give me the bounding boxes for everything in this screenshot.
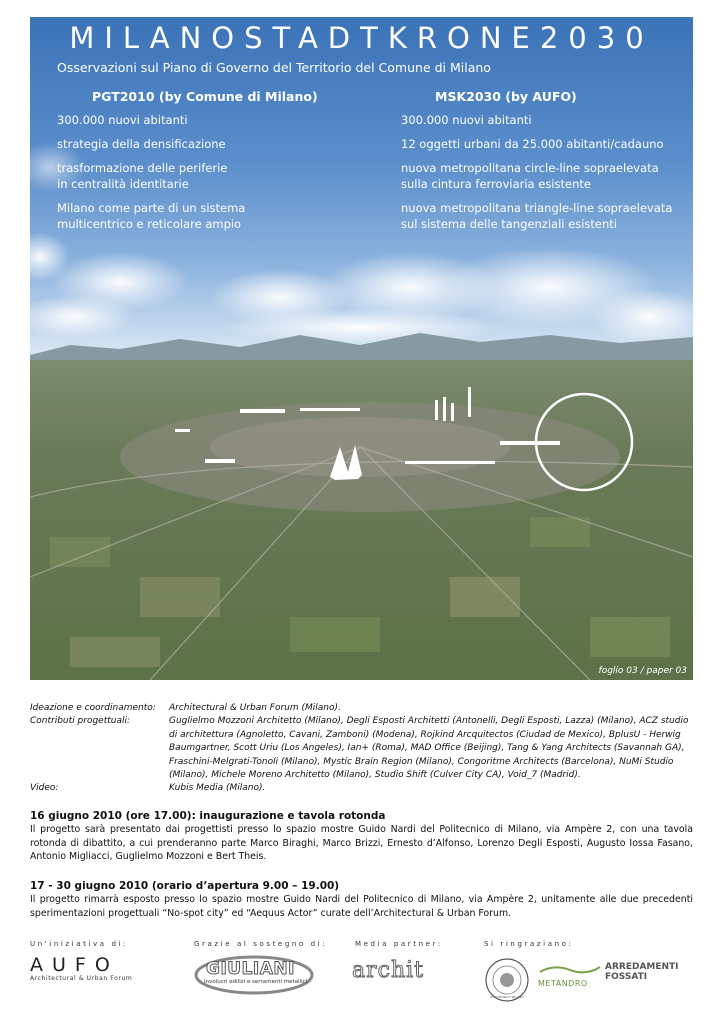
fossati-logo-line2: FOSSATI <box>605 972 648 982</box>
left-item: multicentrico e reticolare ampio <box>57 217 242 231</box>
credits <box>30 702 693 796</box>
event-exhibition <box>30 879 693 920</box>
event-heading: 17 - 30 giugno 2010 (orario d’apertura 9.00 – 19.00) <box>30 880 340 892</box>
credit-row <box>30 702 693 715</box>
fossati-logo <box>605 962 693 982</box>
media-label: Media partner: <box>355 940 443 948</box>
initiative-label: Un'iniziativa di: <box>30 940 129 948</box>
archit-logo: archit <box>352 958 424 983</box>
giuliani-logo-text: GIULIANI <box>206 959 295 979</box>
left-item: trasformazione delle periferie <box>57 161 228 175</box>
right-item: 12 oggetti urbani da 25.000 abitanti/cadauno <box>401 137 664 151</box>
left-item: 300.000 nuovi abitanti <box>57 113 188 127</box>
credit-value: Architectural & Urban Forum (Milano). <box>169 703 341 713</box>
credit-label: Contributi progettuali: <box>30 716 131 727</box>
thanks-label: Si ringraziano: <box>484 940 574 948</box>
support-label: Grazie al sostegno di: <box>194 940 328 948</box>
left-item: strategia della densificazione <box>57 137 226 151</box>
giuliani-logo-subtitle: Involucri edilizi e serramenti metallici <box>204 979 308 985</box>
left-item: in centralità identitarie <box>57 177 189 191</box>
giuliani-logo <box>194 955 316 995</box>
fossati-logo-line1: ARREDAMENTI <box>605 962 679 972</box>
credit-row <box>30 715 693 782</box>
poster-title: MILANOSTADTKRONE2030 <box>69 21 654 55</box>
credit-row <box>30 782 693 795</box>
politecnico-logo <box>484 957 530 1003</box>
credit-value: Kubis Media (Milano). <box>169 783 266 794</box>
metandro-logo-text: METANDRO <box>538 979 588 988</box>
right-item: 300.000 nuovi abitanti <box>401 113 532 127</box>
aufo-logo <box>30 955 160 982</box>
metandro-wave <box>538 963 602 975</box>
event-text: Il progetto sarà presentato dai progettisti presso lo spazio mostre Guido Nardi del Politecnico di Milano, via Ampère 2, con una tavola rotonda di dibattito, a cui prenderanno parte Marco Biraghi, Marco Brizzi, Ernesto d’Alfonso, Lorenzo Degli Esposti, Augusto Iossa Fasano, Antonio Migliacci, Guglielmo Mozzoni e Bert Theis. <box>30 824 693 862</box>
right-column-heading: MSK2030 (by AUFO) <box>435 89 577 104</box>
right-item: nuova metropolitana triangle-line sopraelevata <box>401 201 673 215</box>
credit-label: Video: <box>30 783 59 794</box>
poster-subtitle: Osservazioni sul Piano di Governo del Territorio del Comune di Milano <box>57 60 491 75</box>
aufo-logo-subtitle: Architectural & Urban Forum <box>30 975 133 982</box>
event-heading: 16 giugno 2010 (ore 17.00): inaugurazione e tavola rotonda <box>30 810 386 822</box>
right-item: sulla cintura ferroviaria esistente <box>401 177 591 191</box>
event-text: Il progetto rimarrà esposto presso lo spazio mostre Guido Nardi del Politecnico di Milano, via Ampère 2, unitamente alle due precedenti sperimentazioni progettuali “No-spot city” ed “Aequus Actor” curate dell’Architectural & Urban Forum. <box>30 894 693 919</box>
aufo-logo-text: AUFO <box>30 954 119 976</box>
left-column-heading: PGT2010 (by Comune di Milano) <box>92 89 318 104</box>
left-item: Milano come parte di un sistema <box>57 201 246 215</box>
sheet-label: foglio 03 / paper 03 <box>598 666 687 676</box>
credit-label: Ideazione e coordinamento: <box>30 703 156 713</box>
right-item: sul sistema delle tangenziali esistenti <box>401 217 617 231</box>
event-inauguration <box>30 809 693 864</box>
right-item: nuova metropolitana circle-line sopraelevata <box>401 161 659 175</box>
metandro-logo <box>538 960 602 988</box>
politecnico-logo-text: POLITECNICO MILANO <box>490 995 524 999</box>
credit-value: Guglielmo Mozzoni Architetto (Milano), Degli Esposti Architetti (Antonelli, Degli Esposti, Lazza) (Milano), ACZ studio di architettura (Agnoletto, Cavani, Zamboni) (Modena), Rojkind Arcquitectos (Ciudad de Mexico), BplusU - Herwig Baumgartner, Scott Uriu (Los Angeles), Ian+ (Roma), MAD Office (Beijing), Tang & Yang Architects (Savannah GA), Fraschini-Melgrati-Tonoli (Milano), Mystic Brain Region (Milano), Congoritme Architects (Barcelona), NuMi Studio (Milano), Michele Moreno Architetto (Milano), Studio Shift (Culver City CA), Void_7 (Madrid). <box>169 716 689 781</box>
poster-image <box>30 17 693 680</box>
